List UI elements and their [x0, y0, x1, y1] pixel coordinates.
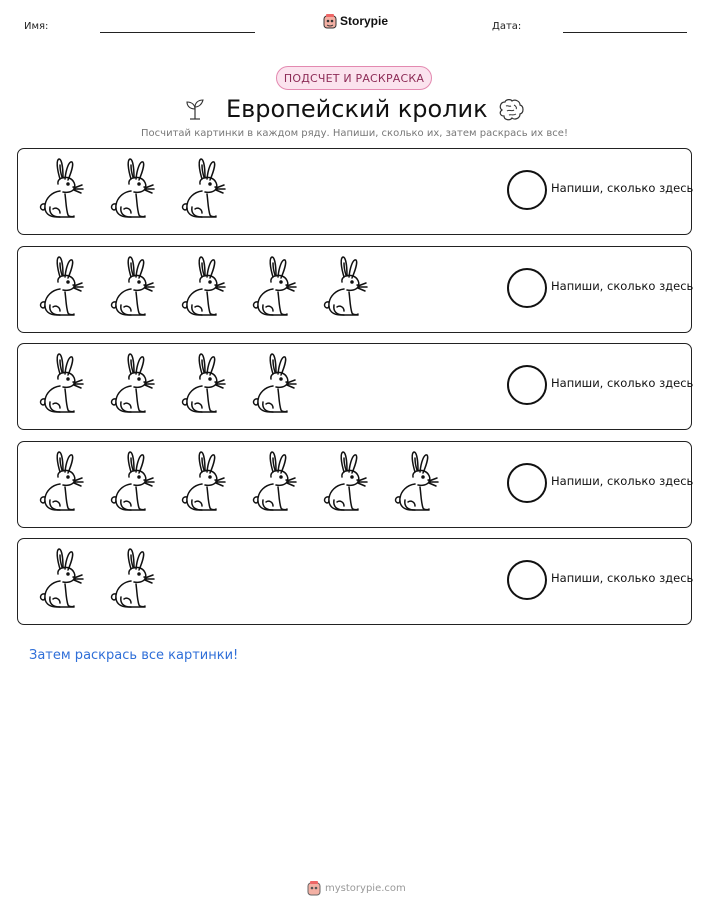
- rabbit-icon[interactable]: [101, 157, 161, 221]
- count-row: [17, 538, 692, 625]
- rabbit-icon[interactable]: [172, 255, 232, 319]
- answer-circle[interactable]: [507, 170, 547, 210]
- storypie-logo-icon: [323, 13, 337, 29]
- brain-icon: [497, 97, 525, 123]
- rabbit-icon[interactable]: [30, 352, 90, 416]
- write-label: Напиши, сколько здесь: [551, 376, 694, 390]
- answer-circle[interactable]: [507, 268, 547, 308]
- count-row: [17, 343, 692, 430]
- count-row: [17, 148, 692, 235]
- page-title: Европейский кролик: [226, 95, 488, 123]
- answer-circle[interactable]: [507, 560, 547, 600]
- rabbit-icon[interactable]: [385, 450, 445, 514]
- write-label: Напиши, сколько здесь: [551, 181, 694, 195]
- instructions: Посчитай картинки в каждом ряду. Напиши, сколько их, затем раскрась их все!: [141, 128, 568, 139]
- rabbit-icon[interactable]: [172, 450, 232, 514]
- date-label: Дата:: [492, 21, 522, 32]
- answer-circle[interactable]: [507, 365, 547, 405]
- rabbit-icon[interactable]: [243, 450, 303, 514]
- footer: [307, 880, 406, 896]
- storypie-footer-icon: [307, 880, 321, 896]
- name-line[interactable]: [100, 32, 255, 33]
- write-label: Напиши, сколько здесь: [551, 571, 694, 585]
- activity-badge: ПОДСЧЕТ И РАСКРАСКА: [276, 66, 432, 90]
- rabbit-icon[interactable]: [172, 157, 232, 221]
- rabbit-icon[interactable]: [243, 352, 303, 416]
- rabbit-icon[interactable]: [101, 450, 161, 514]
- rabbit-icon[interactable]: [30, 450, 90, 514]
- write-label: Напиши, сколько здесь: [551, 474, 694, 488]
- answer-circle[interactable]: [507, 463, 547, 503]
- rabbit-icon[interactable]: [314, 450, 374, 514]
- count-row: [17, 441, 692, 528]
- title-row: [0, 92, 709, 126]
- rabbit-icon[interactable]: [30, 157, 90, 221]
- rabbit-icon[interactable]: [314, 255, 374, 319]
- sprout-icon: [183, 97, 207, 121]
- rabbit-icon[interactable]: [101, 547, 161, 611]
- footer-url: mystorypie.com: [325, 882, 406, 894]
- brand-name: Storypie: [340, 14, 389, 28]
- name-label: Имя:: [24, 21, 49, 32]
- color-note: Затем раскрась все картинки!: [29, 648, 239, 663]
- storypie-logo: [323, 13, 388, 29]
- rabbit-icon[interactable]: [101, 255, 161, 319]
- write-label: Напиши, сколько здесь: [551, 279, 694, 293]
- rabbit-icon[interactable]: [243, 255, 303, 319]
- rabbit-icon[interactable]: [172, 352, 232, 416]
- date-line[interactable]: [563, 32, 687, 33]
- rabbit-icon[interactable]: [30, 255, 90, 319]
- rabbit-icon[interactable]: [101, 352, 161, 416]
- count-row: [17, 246, 692, 333]
- rabbit-icon[interactable]: [30, 547, 90, 611]
